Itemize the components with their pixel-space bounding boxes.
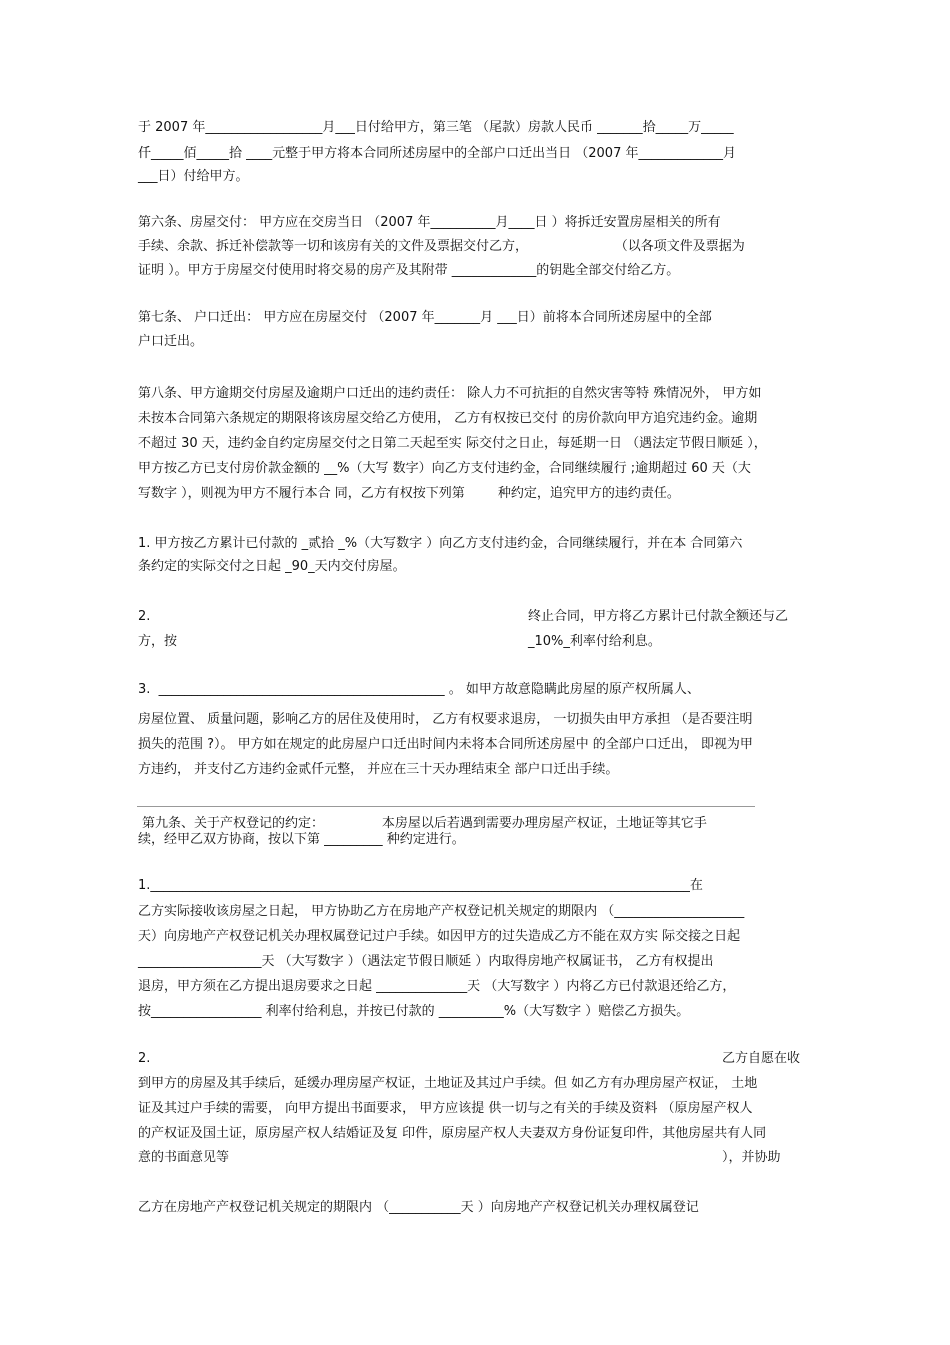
text-line: 2. xyxy=(138,609,151,624)
text-line: 不超过 30 天，违约金自约定房屋交付之日第二天起至实 际交付之日止，每延期一日 （遇法定节假日顺延 ）， xyxy=(138,436,767,451)
text-line: 乙方在房地产产权登记机关规定的期限内 （___________天 ）向房地产产权登记机关办理权属登记 xyxy=(138,1200,699,1215)
text-line: 仟_____佰_____拾 ____元整于甲方将本合同所述房屋中的全部户口迁出当日 （2007 年_____________月 xyxy=(138,146,736,161)
text-line: 3. ____________________________________________ 。 如甲方故意隐瞒此房屋的原产权所属人、 xyxy=(138,682,700,697)
text-line: 于 2007 年__________________月___日付给甲方，第三笔 （尾款）房款人民币 _______拾_____万_____ xyxy=(138,120,734,135)
text-line: 证及其过户手续的需要， 向甲方提出书面要求， 甲方应该提 供一切与之有关的手续及资料 （原房屋产权人 xyxy=(138,1101,753,1116)
text-line: 乙方自愿在收 xyxy=(722,1051,801,1066)
text-line: ___________________天 （大写数字 ）（遇法定节假日顺延 ）内取得房地产权属证书， 乙方有权提出 xyxy=(138,954,714,969)
divider-rule xyxy=(137,806,755,807)
text-line: 第七条、 户口迁出： 甲方应在房屋交付 （2007 年_______月 ___日）前将本合同所述房屋中的全部 xyxy=(138,310,712,325)
text-line: 1. 甲方按乙方累计已付款的 _贰拾 _%（大写数字 ）向乙方支付违约金，合同继续履行，并在本 合同第六 xyxy=(138,536,743,551)
text-line: _10%_利率付给利息。 xyxy=(528,634,661,649)
text-line: 意的书面意见等 xyxy=(138,1150,230,1165)
text-line: 户口迁出。 xyxy=(138,334,204,349)
text-line: 终止合同，甲方将乙方累计已付款全额还与乙 xyxy=(528,609,789,624)
text-line: 第八条、甲方逾期交付房屋及逾期户口迁出的违约责任： 除人力不可抗拒的自然灾害等特 殊情况外， 甲方如 xyxy=(138,386,762,401)
text-line: 到甲方的房屋及其手续后，延缓办理房屋产权证，土地证及其过户手续。但 如乙方有办理房屋产权证， 土地 xyxy=(138,1076,758,1091)
text-line: 1.___________________________________________________________________________________在 xyxy=(138,878,703,893)
text-line: 未按本合同第六条规定的期限将该房屋交给乙方使用， 乙方有权按已交付 的房价款向甲方追究违约金。逾期 xyxy=(138,411,758,426)
text-line: 乙方实际接收该房屋之日起， 甲方协助乙方在房地产产权登记机关规定的期限内 （____________________ xyxy=(138,904,745,919)
text-line: 续，经甲乙双方协商，按以下第 _________ 种约定进行。 xyxy=(138,832,465,847)
text-line: 天）向房地产产权登记机关办理权属登记过户手续。如因甲方的过失造成乙方不能在双方实 际交接之日起 xyxy=(138,929,741,944)
text-line: 方，按 xyxy=(138,634,178,649)
text-line: 退房，甲方须在乙方提出退房要求之日起 ______________天 （大写数字 ）内将乙方已付款退还给乙方， xyxy=(138,979,736,994)
text-line: 方违约， 并支付乙方违约金贰仟元整， 并应在三十天办理结束全 部户口迁出手续。 xyxy=(138,762,619,777)
text-line: 第九条、关于产权登记的约定： 本房屋以后若遇到需要办理房屋产权证，土地证等其它手 xyxy=(142,816,707,831)
text-line: 的产权证及国土证，原房屋产权人结婚证及复 印件，原房屋产权人夫妻双方身份证复印件，其他房屋共有人同 xyxy=(138,1126,767,1141)
text-line: 2. xyxy=(138,1051,151,1066)
text-line: 房屋位置、 质量问题，影响乙方的居住及使用时， 乙方有权要求退房， 一切损失由甲方承担 （是否要注明 xyxy=(138,712,753,727)
text-line: 第六条、房屋交付： 甲方应在交房当日 （2007 年__________月____日 ）将拆迁安置房屋相关的所有 xyxy=(138,215,721,230)
text-line: 甲方按乙方已支付房价款金额的 __%（大写 数字）向乙方支付违约金，合同继续履行 ;逾期超过 60 天（大 xyxy=(138,461,751,476)
text-line: 条约定的实际交付之日起 _90_天内交付房屋。 xyxy=(138,559,406,574)
text-line: 损失的范围 ?）。 甲方如在规定的此房屋户口迁出时间内未将本合同所述房屋中 的全部户口迁出， 即视为甲 xyxy=(138,737,753,752)
text-line: ），并协助 xyxy=(722,1150,781,1165)
text-line: 手续、余款、拆迁补偿款等一切和该房有关的文件及票据交付乙方， （以各项文件及票据为 xyxy=(138,239,745,254)
text-line: 写数字 ），则视为甲方不履行本合 同，乙方有权按下列第 种约定，追究甲方的违约责任。 xyxy=(138,486,680,501)
text-line: 按_________________ 利率付给利息，并按已付款的 __________%（大写数字 ）赔偿乙方损失。 xyxy=(138,1004,690,1019)
text-line: ___日）付给甲方。 xyxy=(138,169,249,184)
text-line: 证明 ）。甲方于房屋交付使用时将交易的房产及其附带 _____________的钥匙全部交付给乙方。 xyxy=(138,263,680,278)
